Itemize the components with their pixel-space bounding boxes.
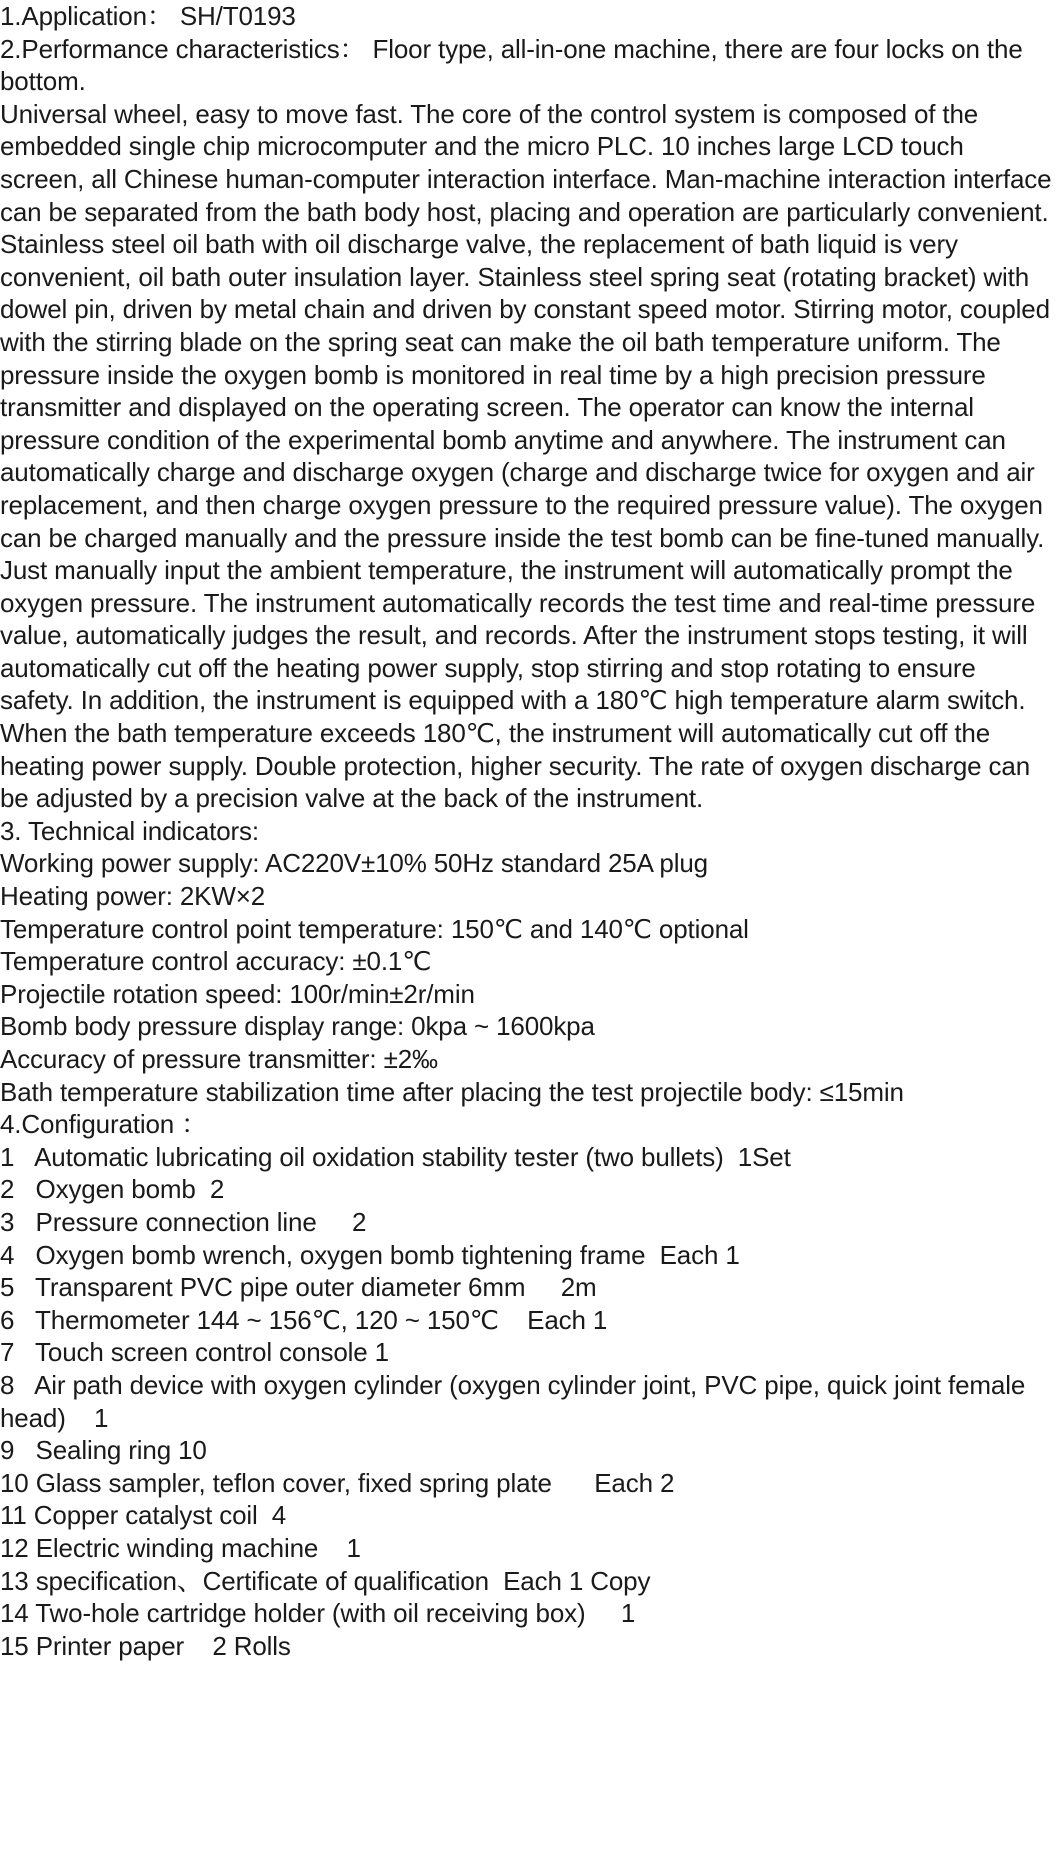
configuration-item: 15 Printer paper 2 Rolls: [0, 1630, 291, 1661]
configuration-heading: 4.Configuration ：: [0, 1109, 208, 1140]
application-line: 1.Application： SH/T0193: [0, 1, 296, 31]
technical-item: Heating power: 2KW×2: [0, 881, 266, 912]
performance-heading: 2.Performance characteristics： Floor type, all-in-one machine, there are four locks on the bottom.: [0, 33, 1030, 97]
configuration-item: 12 Electric winding machine 1: [0, 1532, 361, 1563]
configuration-item: 7 Touch screen control console 1: [0, 1337, 389, 1368]
technical-item: Accuracy of pressure transmitter: ±2‰: [0, 1044, 438, 1074]
technical-item: Temperature control accuracy: ±0.1℃: [0, 946, 432, 977]
configuration-item: 4 Oxygen bomb wrench, oxygen bomb tightening frame Each 1: [0, 1239, 740, 1270]
configuration-item: 13 specification、Certificate of qualification Each 1 Copy: [0, 1565, 651, 1596]
configuration-item: 10 Glass sampler, teflon cover, fixed spring plate Each 2: [0, 1467, 675, 1498]
technical-heading: 3. Technical indicators:: [0, 815, 259, 846]
configuration-item: 6 Thermometer 144 ~ 156℃, 120 ~ 150℃ Each 1: [0, 1304, 608, 1335]
configuration-item: 2 Oxygen bomb 2: [0, 1174, 225, 1205]
technical-item: Temperature control point temperature: 150℃ and 140℃ optional: [0, 913, 749, 944]
technical-item: Bomb body pressure display range: 0kpa ~ 1600kpa: [0, 1011, 595, 1042]
configuration-item: 8 Air path device with oxygen cylinder (oxygen cylinder joint, PVC pipe, quick joint female head) 1: [0, 1369, 1033, 1433]
technical-item: Projectile rotation speed: 100r/min±2r/min: [0, 978, 475, 1009]
configuration-item: 9 Sealing ring 10: [0, 1435, 207, 1466]
technical-item: Bath temperature stabilization time after placing the test projectile body: ≤15min: [0, 1076, 904, 1107]
technical-item: Working power supply: AC220V±10% 50Hz standard 25A plug: [0, 848, 708, 879]
technical-list: [0, 847, 1053, 1108]
performance-paragraph: Universal wheel, easy to move fast. The core of the control system is composed of the embedded single chip microcomputer and the micro PLC. 10 inches large LCD touch screen, all Chinese human-computer interaction interface. Man-machine interaction interface can be separated from the bath body host, placing and operation are particularly convenient. Stainless steel oil bath with oil discharge valve, the replacement of bath liquid is very convenient, oil bath outer insulation layer. Stainless steel spring seat (rotating bracket) with dowel pin, driven by metal chain and driven by constant speed motor. Stirring motor, coupled with the stirring blade on the spring seat can make the oil bath temperature uniform. The pressure inside the oxygen bomb is monitored in real time by a high precision pressure transmitter and displayed on the operating screen. The operator can know the internal pressure condition of the experimental bomb anytime and anywhere. The instrument can automatically charge and discharge oxygen (charge and discharge twice for oxygen and air replacement, and then charge oxygen pressure to the required pressure value). The oxygen can be charged manually and the pressure inside the test bomb can be fine-tuned manually. Just manually input the ambient temperature, the instrument will automatically prompt the oxygen pressure. The instrument automatically records the test time and real-time pressure value, automatically judges the result, and records. After the instrument stops testing, it will automatically cut off the heating power supply, stop stirring and stop rotating to ensure safety. In addition, the instrument is equipped with a 180℃ high temperature alarm switch. When the bath temperature exceeds 180℃, the instrument will automatically cut off the heating power supply. Double protection, higher security. The rate of oxygen discharge can be adjusted by a precision valve at the back of the instrument.: [0, 98, 1052, 814]
configuration-item: 11 Copper catalyst coil 4: [0, 1500, 287, 1531]
configuration-item: 14 Two-hole cartridge holder (with oil receiving box) 1: [0, 1598, 636, 1629]
configuration-list: [0, 1141, 1053, 1663]
configuration-item: 3 Pressure connection line 2: [0, 1206, 367, 1237]
configuration-item: 1 Automatic lubricating oil oxidation stability tester (two bullets) 1Set: [0, 1141, 791, 1172]
configuration-item: 5 Transparent PVC pipe outer diameter 6mm 2m: [0, 1272, 597, 1303]
